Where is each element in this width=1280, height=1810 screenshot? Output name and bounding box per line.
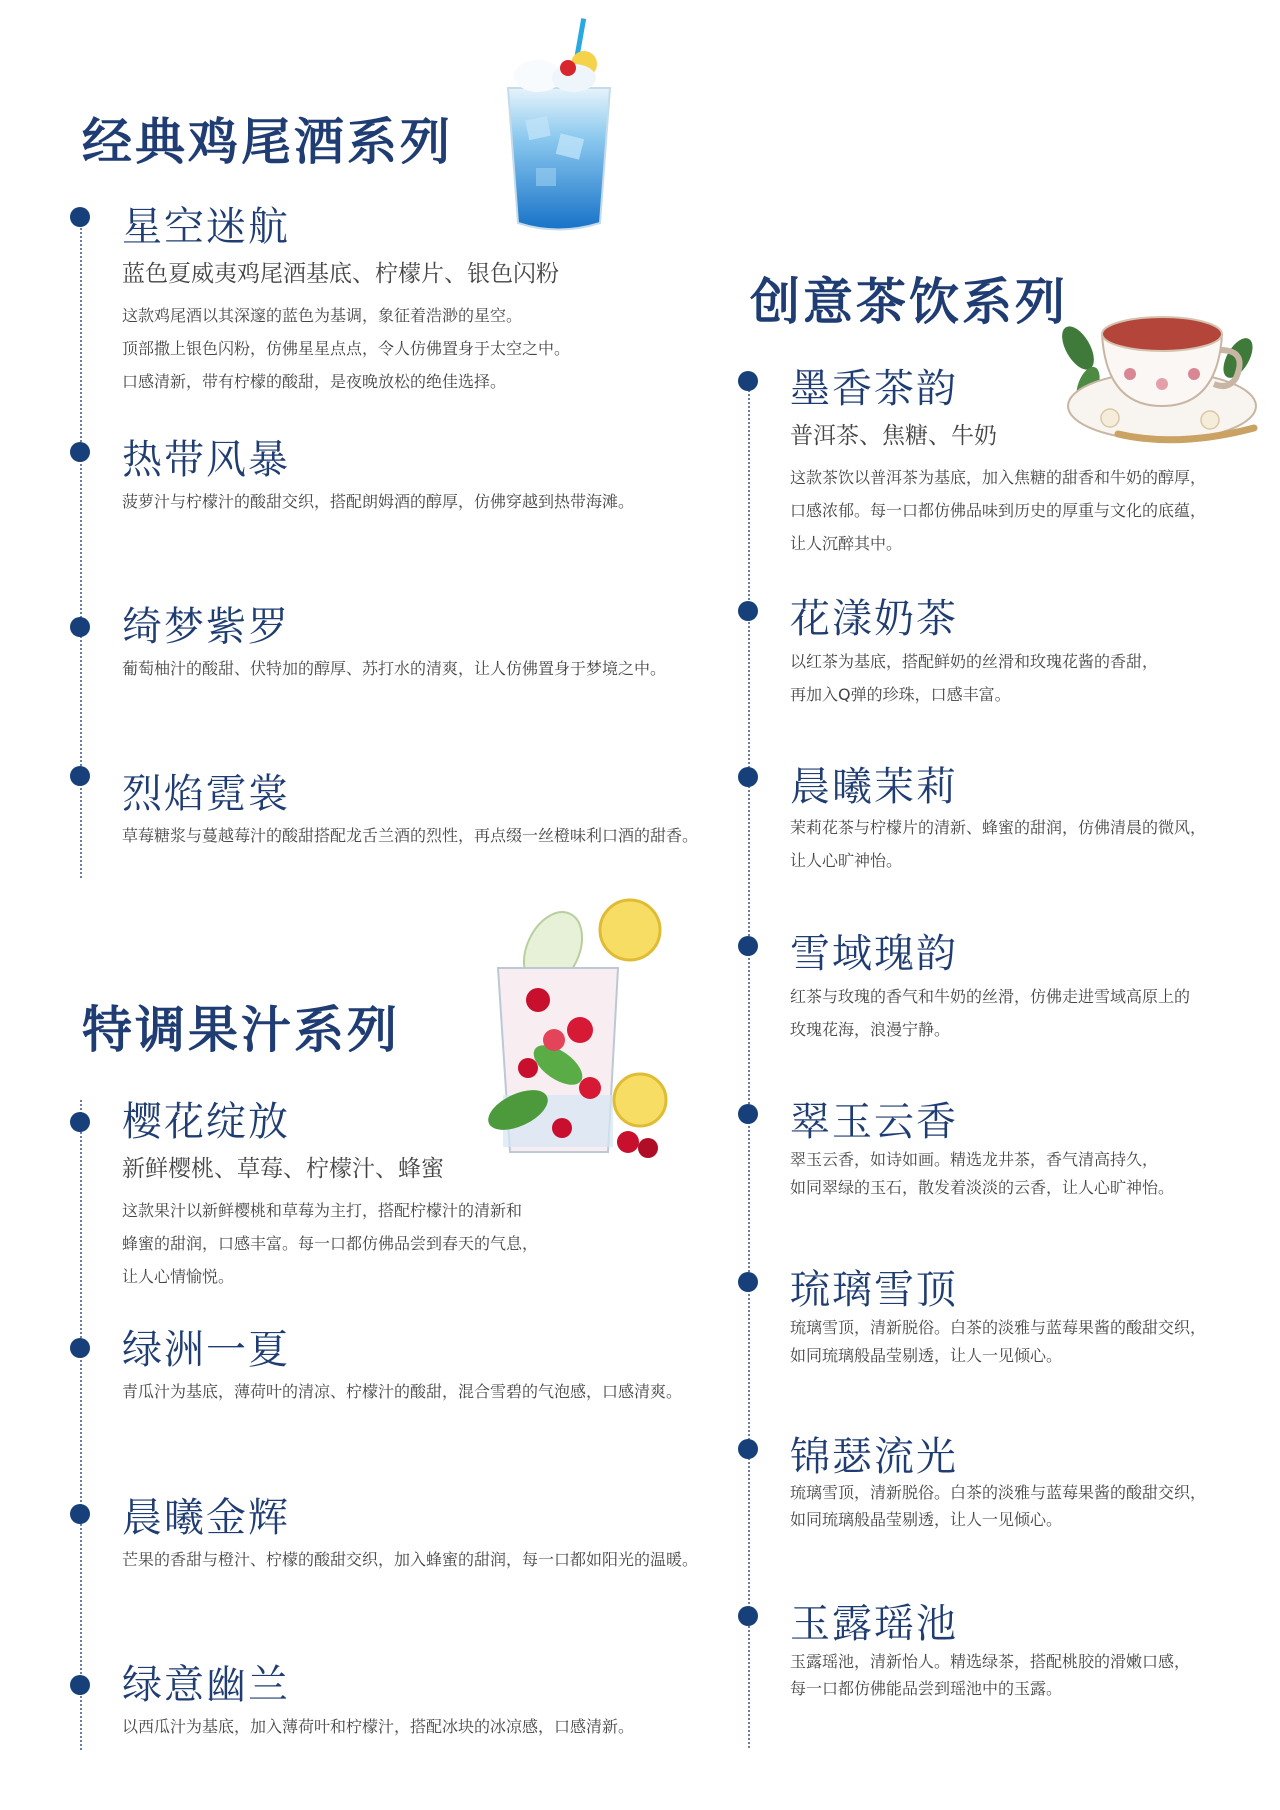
bullet-dot — [70, 207, 90, 227]
bullet-dot — [70, 1675, 90, 1695]
item-name: 绿意幽兰 — [122, 1662, 290, 1708]
bullet-dot — [70, 766, 90, 786]
item-name: 晨曦茉莉 — [790, 764, 958, 810]
item-description: 这款茶饮以普洱茶为基底，加入焦糖的甜香和牛奶的醇厚， 口感浓郁。每一口都仿佛品味到历史的厚重与文化的底蕴， 让人沉醉其中。 — [790, 468, 1207, 553]
bullet-dot — [738, 371, 758, 391]
item-name: 星空迷航 — [122, 204, 290, 250]
bullet-dot — [738, 1606, 758, 1626]
tea-section-title: 创意茶饮系列 — [750, 273, 1068, 331]
item-description: 玉露瑶池，清新怡人。精选绿茶，搭配桃胶的滑嫩口感， 每一口都仿佛能品尝到瑶池中的玉露。 — [790, 1652, 1191, 1698]
tea-timeline — [748, 378, 750, 1748]
juice-timeline — [80, 1100, 82, 1750]
item-description: 这款果汁以新鲜樱桃和草莓为主打，搭配柠檬汁的清新和 蜂蜜的甜润，口感丰富。每一口都仿佛品尝到春天的气息， 让人心情愉悦。 — [122, 1201, 539, 1286]
bullet-dot — [70, 1338, 90, 1358]
item-ingredients: 新鲜樱桃、草莓、柠檬汁、蜂蜜 — [122, 1156, 444, 1182]
cherry-soda-illustration — [458, 890, 688, 1165]
bullet-dot — [70, 442, 90, 462]
item-ingredients: 普洱茶、焦糖、牛奶 — [790, 423, 997, 449]
bullet-dot — [738, 601, 758, 621]
item-name: 翠玉云香 — [790, 1099, 958, 1145]
item-name: 晨曦金辉 — [122, 1495, 290, 1541]
item-name: 玉露瑶池 — [790, 1601, 958, 1647]
item-name: 樱花绽放 — [122, 1099, 290, 1145]
item-name: 琉璃雪顶 — [790, 1267, 958, 1313]
bullet-dot — [70, 1112, 90, 1132]
bullet-dot — [738, 1272, 758, 1292]
item-description: 葡萄柚汁的酸甜、伏特加的醇厚、苏打水的清爽，让人仿佛置身于梦境之中。 — [122, 659, 667, 678]
item-description: 草莓糖浆与蔓越莓汁的酸甜搭配龙舌兰酒的烈性，再点缀一丝橙味利口酒的甜香。 — [122, 826, 699, 845]
item-description: 青瓜汁为基底，薄荷叶的清凉、柠檬汁的酸甜，混合雪碧的气泡感，口感清爽。 — [122, 1382, 683, 1401]
juice-section-title: 特调果汁系列 — [82, 1001, 400, 1059]
item-description: 菠萝汁与柠檬汁的酸甜交织，搭配朗姆酒的醇厚，仿佛穿越到热带海滩。 — [122, 492, 635, 511]
item-name: 烈焰霓裳 — [122, 771, 290, 817]
item-description: 红茶与玫瑰的香气和牛奶的丝滑，仿佛走进雪域高原上的 玫瑰花海，浪漫宁静。 — [790, 987, 1191, 1039]
bullet-dot — [738, 767, 758, 787]
item-description: 芒果的香甜与橙汁、柠檬的酸甜交织，加入蜂蜜的甜润，每一口都如阳光的温暖。 — [122, 1550, 699, 1569]
item-description: 以红茶为基底，搭配鲜奶的丝滑和玫瑰花酱的香甜， 再加入Q弹的珍珠，口感丰富。 — [790, 652, 1159, 704]
item-name: 墨香茶韵 — [790, 366, 958, 412]
item-description: 茉莉花茶与柠檬片的清新、蜂蜜的甜润，仿佛清晨的微风， 让人心旷神怡。 — [790, 818, 1207, 870]
item-description: 翠玉云香，如诗如画。精选龙井茶，香气清高持久， 如同翠绿的玉石，散发着淡淡的云香，让人心旷神怡。 — [790, 1150, 1175, 1197]
item-name: 绮梦紫罗 — [122, 604, 290, 650]
item-description: 这款鸡尾酒以其深邃的蓝色为基调，象征着浩渺的星空。 顶部撒上银色闪粉，仿佛星星点点，令人仿佛置身于太空之中。 口感清新，带有柠檬的酸甜，是夜晚放松的绝佳选择。 — [122, 306, 571, 391]
item-name: 绿洲一夏 — [122, 1327, 290, 1373]
cocktail-section-title: 经典鸡尾酒系列 — [82, 113, 453, 171]
item-name: 锦瑟流光 — [790, 1434, 958, 1480]
bullet-dot — [70, 1504, 90, 1524]
item-description: 以西瓜汁为基底，加入薄荷叶和柠檬汁，搭配冰块的冰凉感，口感清新。 — [122, 1717, 635, 1736]
item-ingredients: 蓝色夏威夷鸡尾酒基底、柠檬片、银色闪粉 — [122, 261, 559, 287]
item-name: 热带风暴 — [122, 437, 290, 483]
bullet-dot — [738, 1439, 758, 1459]
blue-cocktail-illustration — [492, 18, 627, 240]
tea-cup-illustration — [1058, 288, 1263, 458]
bullet-dot — [738, 1104, 758, 1124]
item-name: 花漾奶茶 — [790, 596, 958, 642]
item-description: 琉璃雪顶，清新脱俗。白茶的淡雅与蓝莓果酱的酸甜交织， 如同琉璃般晶莹剔透，让人一见倾心。 — [790, 1318, 1207, 1365]
bullet-dot — [70, 617, 90, 637]
item-description: 琉璃雪顶，清新脱俗。白茶的淡雅与蓝莓果酱的酸甜交织， 如同琉璃般晶莹剔透，让人一见倾心。 — [790, 1483, 1207, 1529]
item-name: 雪域瑰韵 — [790, 931, 958, 977]
bullet-dot — [738, 936, 758, 956]
